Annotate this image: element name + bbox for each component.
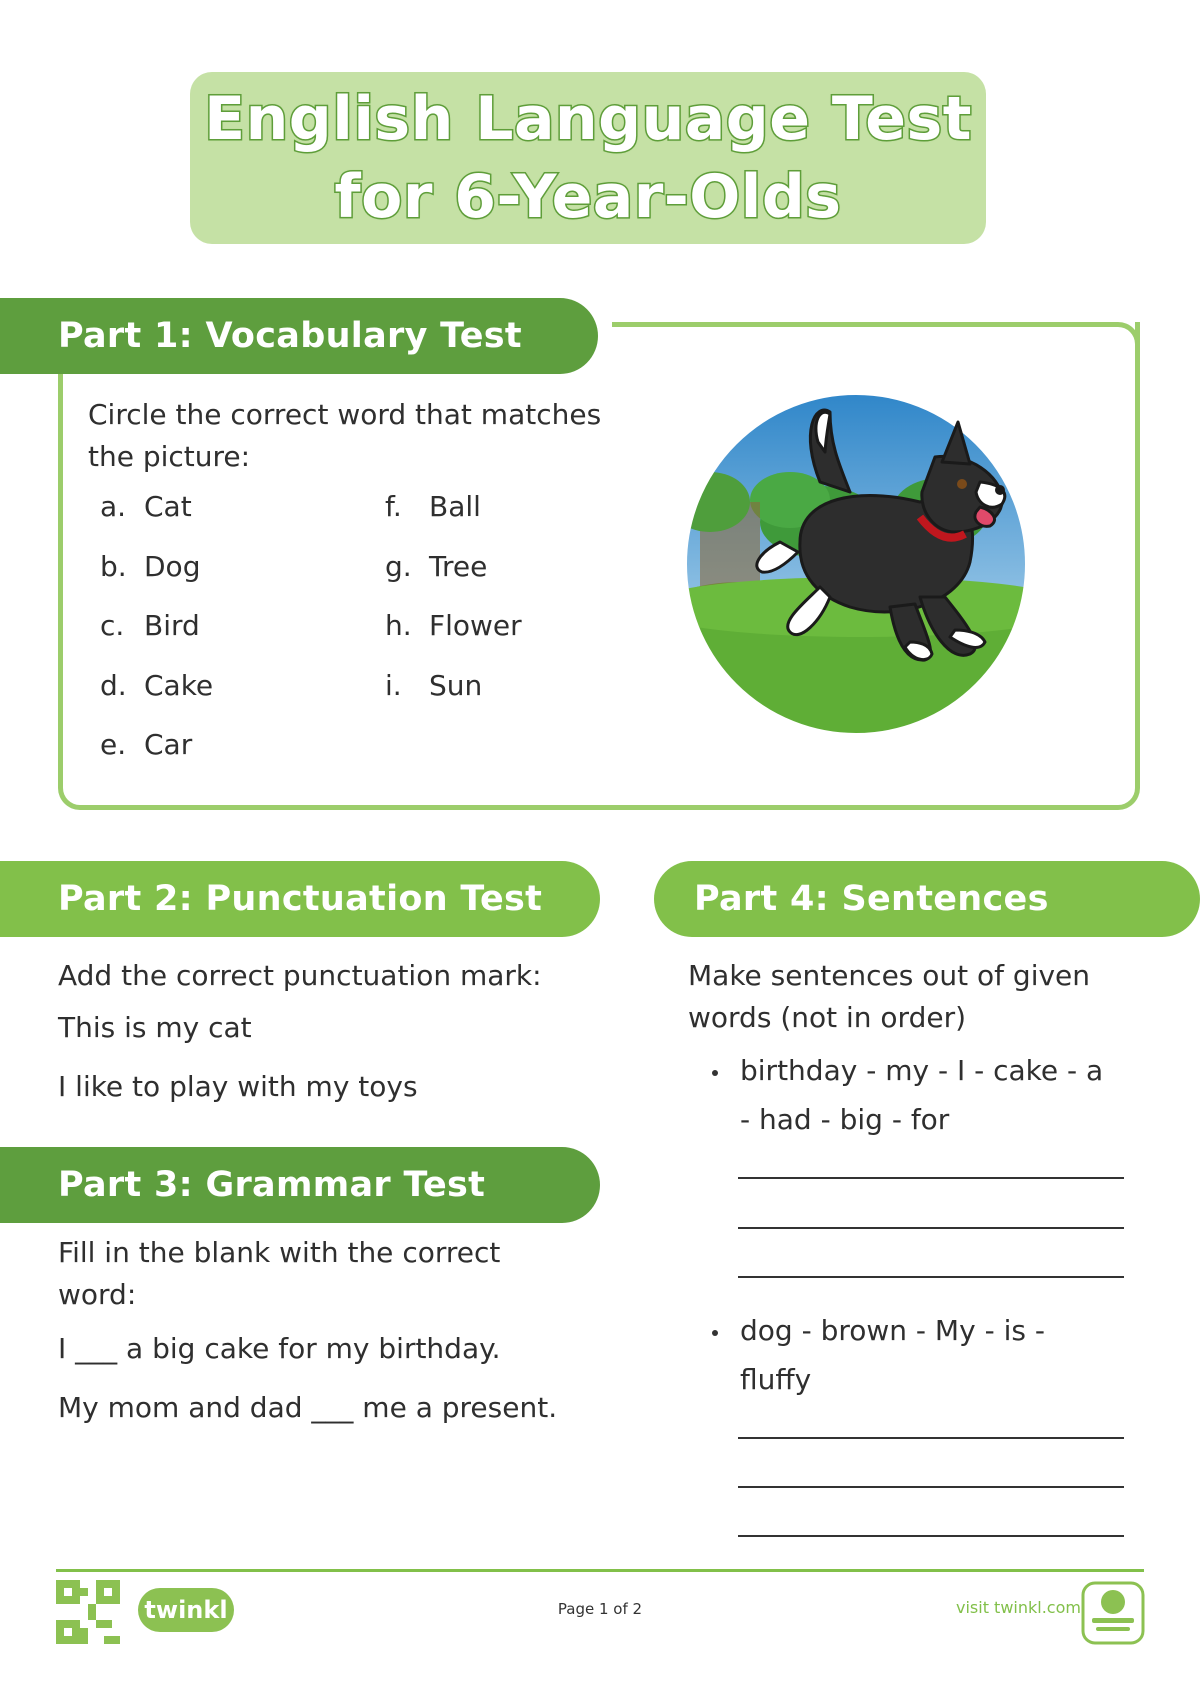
quality-approved-badge-icon <box>1080 1580 1146 1646</box>
part4-instruction-1: Make sentences out of given <box>688 959 1091 992</box>
part4-instruction-2: words (not in order) <box>688 1001 967 1034</box>
vocab-option-a[interactable]: a. Cat <box>100 490 192 523</box>
dog-picture-icon <box>680 392 1080 742</box>
part2-heading: Part 2: Punctuation Test <box>0 861 600 937</box>
title-box <box>190 72 986 244</box>
part1-instruction-2: the picture: <box>88 440 251 473</box>
vocab-option-d[interactable]: d. Cake <box>100 669 214 702</box>
prompt-2-line-1: dog - brown - My - is - <box>740 1314 1045 1347</box>
prompt-1-line-1: birthday - my - I - cake - a <box>740 1054 1104 1087</box>
visit-link[interactable]: visit twinkl.com <box>956 1598 1081 1617</box>
grammar-sentence-2: My mom and dad ___ me a present. <box>58 1391 558 1424</box>
part4-heading: Part 4: Sentences <box>654 861 1200 937</box>
vocab-option-h[interactable]: h. Flower <box>385 609 522 642</box>
title-line-2: for 6-Year-Olds <box>334 162 842 232</box>
part1-heading: Part 1: Vocabulary Test <box>0 298 598 374</box>
title-line-1: English Language Test <box>204 84 972 154</box>
footer-divider <box>56 1569 1144 1572</box>
grammar-sentence-1: I ___ a big cake for my birthday. <box>58 1332 501 1365</box>
prompt-2-line-2: fluffy <box>740 1363 812 1396</box>
part3-instruction-1: Fill in the blank with the correct <box>58 1236 501 1269</box>
vocab-option-i[interactable]: i. Sun <box>385 669 483 702</box>
answer-line[interactable] <box>738 1177 1124 1179</box>
part3-heading: Part 3: Grammar Test <box>0 1147 600 1223</box>
part1-instruction-1: Circle the correct word that matches <box>88 398 602 431</box>
answer-line[interactable] <box>738 1486 1124 1488</box>
vocab-option-f[interactable]: f. Ball <box>385 490 481 523</box>
part3-instruction-2: word: <box>58 1278 137 1311</box>
vocab-option-g[interactable]: g. Tree <box>385 550 488 583</box>
vocab-option-e[interactable]: e. Car <box>100 728 193 761</box>
twinkl-logo[interactable]: twinkl <box>138 1588 234 1632</box>
vocab-option-b[interactable]: b. Dog <box>100 550 201 583</box>
prompt-1-bullet <box>712 1070 718 1076</box>
answer-line[interactable] <box>738 1437 1124 1439</box>
prompt-1-line-2: - had - big - for <box>740 1103 950 1136</box>
prompt-2-bullet <box>712 1330 718 1336</box>
punctuation-sentence-1: This is my cat <box>58 1011 252 1044</box>
page-number: Page 1 of 2 <box>557 1600 643 1618</box>
vocab-option-c[interactable]: c. Bird <box>100 609 200 642</box>
part2-instruction: Add the correct punctuation mark: <box>58 959 542 992</box>
punctuation-sentence-2: I like to play with my toys <box>58 1070 418 1103</box>
answer-line[interactable] <box>738 1227 1124 1229</box>
answer-line[interactable] <box>738 1535 1124 1537</box>
answer-line[interactable] <box>738 1276 1124 1278</box>
qr-code-icon[interactable] <box>56 1580 120 1644</box>
